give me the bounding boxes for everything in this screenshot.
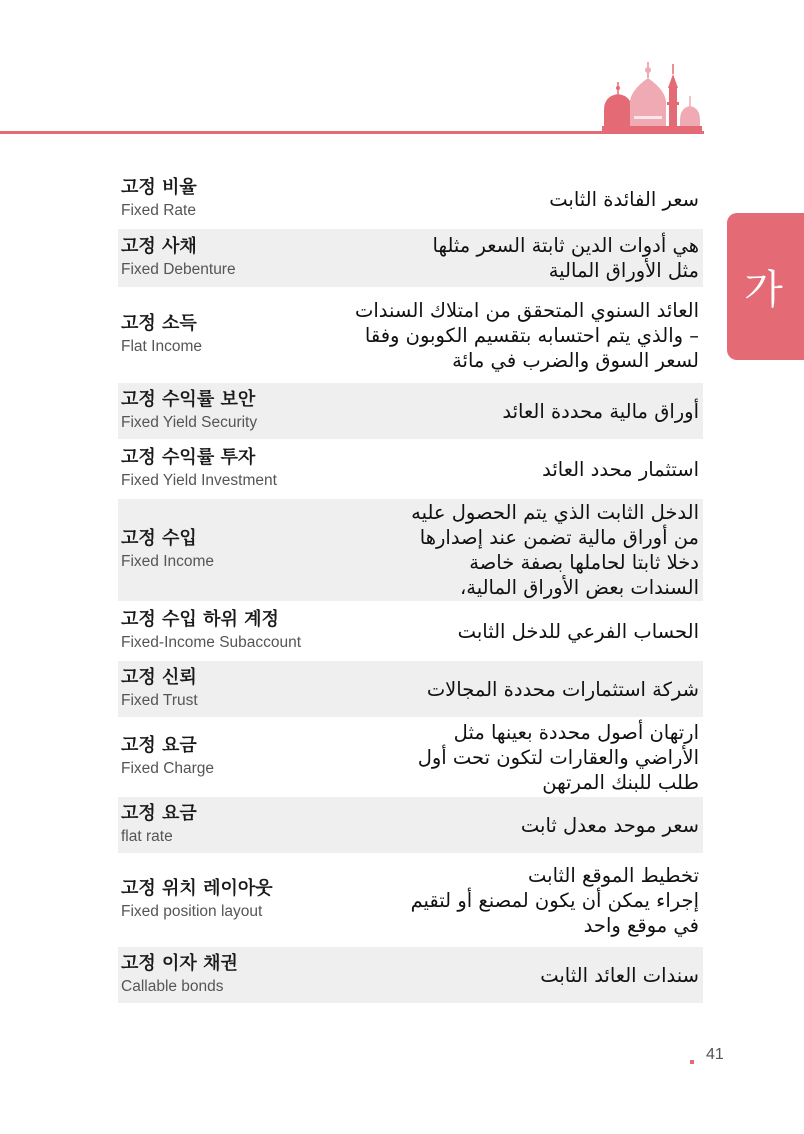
english-term: Fixed Trust: [121, 692, 198, 709]
term-block: [121, 176, 197, 222]
arabic-line: الحساب الفرعي للدخل الثابت: [457, 619, 699, 643]
glossary-row: [118, 171, 703, 227]
term-block: [121, 446, 277, 492]
glossary-row: [118, 383, 703, 439]
english-term: Fixed Yield Security: [121, 414, 258, 431]
english-term: Fixed Yield Investment: [121, 472, 277, 489]
english-term: Fixed position layout: [121, 903, 263, 920]
english-term: Fixed Income: [121, 553, 215, 570]
arabic-line: العائد السنوي المتحقق من امتلاك السندات: [355, 298, 699, 322]
glossary-row: [118, 719, 703, 795]
korean-term: 고정 수입: [121, 528, 197, 549]
term-block: [121, 802, 197, 848]
term-block: [121, 388, 257, 434]
index-tab-label: 가: [744, 267, 783, 313]
term-block: [121, 312, 202, 358]
english-term: flat rate: [121, 828, 173, 845]
arabic-line: أوراق مالية محددة العائد: [502, 399, 699, 423]
arabic-line: الدخل الثابت الذي يتم الحصول عليه: [411, 501, 699, 524]
arabic-line: الأراضي والعقارات لتكون تحت أول: [417, 745, 699, 769]
arabic-definition: [549, 187, 699, 212]
mosque-icon: [598, 58, 702, 134]
arabic-definition: [411, 863, 699, 938]
arabic-line: تخطيط الموقع الثابت: [528, 863, 699, 887]
arabic-line: دخلا ثابتا لحاملها بصفة خاصة: [469, 551, 699, 574]
term-block: [121, 734, 214, 780]
arabic-line: لسعر السوق والضرب في مائة: [452, 348, 699, 372]
arabic-definition: [540, 963, 699, 988]
arabic-definition: [542, 457, 699, 482]
arabic-line: مثل الأوراق المالية: [548, 259, 699, 282]
glossary-row: [118, 499, 703, 601]
index-tab[interactable]: [727, 213, 804, 360]
term-block: [121, 527, 214, 573]
term-block: [121, 666, 198, 712]
arabic-definition: [418, 720, 699, 795]
korean-term: 고정 요금: [121, 803, 197, 824]
korean-term: 고정 수익률 보안: [121, 389, 256, 410]
glossary-row: [118, 289, 703, 381]
english-term: Callable bonds: [121, 978, 224, 995]
korean-term: 고정 신뢰: [121, 667, 197, 688]
korean-term: 고정 사채: [121, 236, 197, 257]
korean-term: 고정 이자 채권: [121, 953, 238, 974]
term-block: [121, 235, 236, 281]
glossary-row: [118, 229, 703, 287]
english-term: Fixed Charge: [121, 760, 215, 777]
term-block: [121, 952, 238, 998]
arabic-line: هي أدوات الدين ثابتة السعر مثلها: [432, 234, 699, 257]
arabic-line: طلب للبنك المرتهن: [542, 770, 699, 794]
arabic-line: – والذي يتم احتسابه بتقسيم الكوبون وفقا: [364, 323, 699, 347]
arabic-line: السندات بعض الأوراق المالية،: [459, 576, 699, 599]
arabic-definition: [458, 619, 699, 644]
english-term: Fixed-Income Subaccount: [121, 634, 302, 651]
glossary-table: [118, 171, 703, 1005]
english-term: Fixed Debenture: [121, 261, 236, 278]
arabic-line: سندات العائد الثابت: [540, 963, 699, 987]
arabic-definition: [521, 813, 699, 838]
arabic-definition: [502, 399, 699, 424]
arabic-definition: [411, 500, 699, 600]
korean-term: 고정 요금: [121, 735, 197, 756]
arabic-line: ارتهان أصول محددة بعينها مثل: [453, 720, 699, 744]
arabic-line: في موقع واحد: [583, 913, 699, 937]
glossary-row: [118, 797, 703, 853]
korean-term: 고정 소득: [121, 313, 197, 334]
glossary-row: [118, 441, 703, 497]
korean-term: 고정 비율: [121, 177, 197, 198]
arabic-definition: [355, 298, 699, 373]
term-block: [121, 877, 273, 923]
glossary-row: [118, 661, 703, 717]
page-number: 41: [706, 1046, 724, 1063]
arabic-line: من أوراق مالية تضمن عند إصدارها: [419, 526, 699, 549]
glossary-row: [118, 603, 703, 659]
english-term: Flat Income: [121, 338, 202, 355]
korean-term: 고정 수입 하위 계정: [121, 609, 279, 630]
arabic-line: استثمار محدد العائد: [542, 457, 699, 481]
term-block: [121, 608, 301, 654]
english-term: Fixed Rate: [121, 202, 196, 219]
korean-term: 고정 위치 레이아웃: [121, 878, 273, 899]
arabic-definition: [433, 233, 699, 283]
arabic-line: سعر موحد معدل ثابت: [520, 813, 699, 837]
glossary-row: [118, 855, 703, 945]
arabic-definition: [427, 677, 699, 702]
arabic-line: شركة استثمارات محددة المجالات: [426, 677, 699, 701]
arabic-line: سعر الفائدة الثابت: [549, 187, 699, 211]
korean-term: 고정 수익률 투자: [121, 447, 256, 468]
arabic-line: إجراء يمكن أن يكون لمصنع أو لتقيم: [410, 888, 699, 912]
glossary-row: [118, 947, 703, 1003]
